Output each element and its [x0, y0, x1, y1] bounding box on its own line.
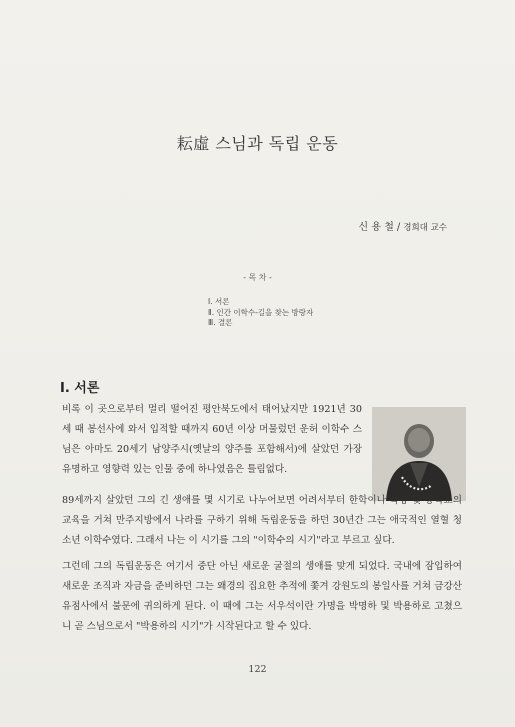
toc-item: Ⅱ. 인간 이학수-길을 찾는 방랑자 [208, 307, 314, 317]
article-title: 耘虛 스님과 독립 운동 [176, 134, 339, 153]
portrait-photo-icon [372, 407, 466, 501]
toc-item: Ⅰ. 서론 [208, 297, 230, 306]
page-number: 122 [248, 664, 267, 675]
section-heading: Ⅰ. 서론 [60, 381, 100, 396]
body-paragraph-2: 89세까지 살았던 그의 긴 생애를 몇 시기로 나누어보면 어려서부터 한학이나 측량 및 중학교의 교육을 거쳐 만주지방에서 나라를 구하기 위해 독립운동을 하던 30년간 그는 애국적인 열혈 청소년 이학수였다. 그래서 나는 이 시기를 그의 "이학수의 시기"라고 부르고 싶다. [62, 495, 462, 546]
author-affiliation: 경희대 교수 [403, 223, 447, 233]
body-paragraph-1: 비록 이 곳으로부터 멀리 떨어진 평안북도에서 태어났지만 1921년 30세 때 봉선사에 와서 입적할 때까지 60년 이상 머물렀던 운허 이학수 스님은 아마도 20세기 남양주시(옛날의 양주를 포함해서)에 살았던 가장 유명하고 영향력 있는 인물 중에 하나였음은 틀림없다. [62, 404, 362, 475]
body-paragraph-3: 그런데 그의 독립운동은 여기서 중단 아닌 새로운 굴절의 생애를 맞게 되었다. 국내에 잠입하여 새로운 조직과 자금을 준비하던 그는 왜경의 집요한 추적에 쫓겨 강원도의 봉일사를 거쳐 금강산 유점사에서 불문에 귀의하게 된다. 이 때에 그는 서우석이란 가명을 박명하 및 박용하로 고쳤으니 곧 스님으로서 "박용하의 시기"가 시작된다고 할 수 있다. [62, 561, 462, 632]
portrait-photo [372, 407, 466, 501]
author-line [359, 218, 447, 233]
author-name: 신 용 철 [358, 222, 394, 233]
toc-item: Ⅲ. 결론 [208, 318, 233, 327]
author-separator: / [396, 222, 401, 233]
toc-list [208, 297, 313, 329]
toc-heading: - 목 차 - [243, 273, 272, 282]
